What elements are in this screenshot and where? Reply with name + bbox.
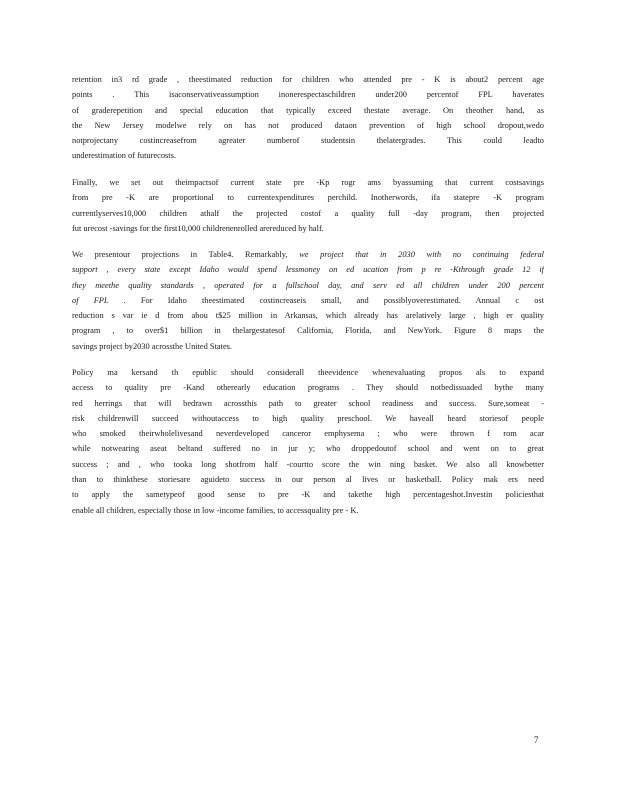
text-line: of graderepetition and special education that typically exceed thestate average. On theother hand, as: [72, 105, 544, 115]
text-line: program , to over$1 billion in thelargestatesof California, Florida, and NewYork. Figure 8 maps the: [72, 326, 544, 336]
text-line: savings project by2030 acrossthe United States.: [72, 341, 233, 351]
text-line: access to quality pre -Kand otherearly education programs . They should notbedissuaded bythe many: [72, 383, 544, 393]
text-roman: For Idaho theestimated costincreaseis small, and possiblyoverestimated. Annual c ost: [140, 295, 544, 305]
text-line: who smoked theirwholelivesand neverdeveloped canceror emphysema ; who were thrown f rom acar: [72, 429, 544, 439]
text-line: risk childrenwill succeed withoutaccess to high quality preschool. We haveall heard storiesof people: [72, 413, 544, 423]
text-line: they meethe quality standards , operated for a fullschool day, and serv ed all children under 200 percent: [72, 280, 544, 290]
text-line: to apply the sametypeof good sense to pre -K and takethe high percentageshot.Investin policiesthat: [72, 490, 544, 500]
text-line: Finally, we set out theimpactsof current state pre -Kp rogr ams byassuming that current costsavings: [72, 178, 544, 187]
text-line: support , every state except Idaho would spend lessmoney on ed ucation from p re -Kthrough grade 12 if: [72, 265, 544, 275]
paragraph-1: [72, 72, 544, 164]
text-roman: We presentour projections in Table4. Remarkably,: [72, 250, 288, 259]
text-line: retention in3 rd grade , theestimated reduction for children who attended pre - K is about2 percent age: [72, 75, 544, 84]
text-italic: of FPL .: [72, 295, 126, 305]
text-line: currentlyserves10,000 children athalf the projected costof a quality full -day program, then projected: [72, 208, 544, 218]
text-line: Policy ma kersand th epublic should considerall theevidence whenevaluating propos als to expand: [72, 368, 544, 377]
page-number: 7: [534, 735, 539, 745]
text-line: fut urecost -savings for the first10,000 childrenenrolled arereduced by half.: [72, 223, 324, 233]
text-line: enable all children, especially those in low -income families, to accessquality pre - K.: [72, 505, 359, 515]
text-line: underestimation of futurecosts.: [72, 151, 176, 161]
text-line: while notwearing aseat beltand suffered no in jur y; who droppedoutof school and went on to great: [72, 444, 544, 454]
paragraph-4: [72, 365, 544, 518]
text-line: the New Jersey modelwe rely on has not produced dataon prevention of high school dropout,wedo: [72, 120, 544, 130]
text-line: [72, 247, 544, 262]
text-line: red herrings that will bedrawn acrossthis path to greater school readiness and success. Sure,someat -: [72, 398, 544, 408]
text-line: than to thinkthese storiesare aguideto success in our person al lives or basketball. Policy mak ers need: [72, 475, 544, 485]
text-line: points . This isaconservativeassumption inonerespectaschildren under200 percentof FPL haverates: [72, 90, 544, 100]
text-italic: we project that in 2030 with no continuing federal: [299, 250, 544, 259]
text-line: success ; and , who tooka long shotfrom half -courtto score the win ning basket. We also all knowbetter: [72, 459, 544, 469]
text-line: notprojectany costincreasefrom agreater numberof studentsin thelatergrades. This could leadto: [72, 136, 544, 146]
text-line: reduction s var ie d from abou t$25 million in Arkansas, which already has arelatively large , high er quality: [72, 311, 544, 321]
text-line: from pre -K are proportional to currentexpenditures perchild. Inotherwords, ifa statepre -K program: [72, 193, 544, 203]
paragraph-2: [72, 175, 544, 236]
text-line: [72, 293, 544, 308]
paragraph-3: [72, 247, 544, 354]
